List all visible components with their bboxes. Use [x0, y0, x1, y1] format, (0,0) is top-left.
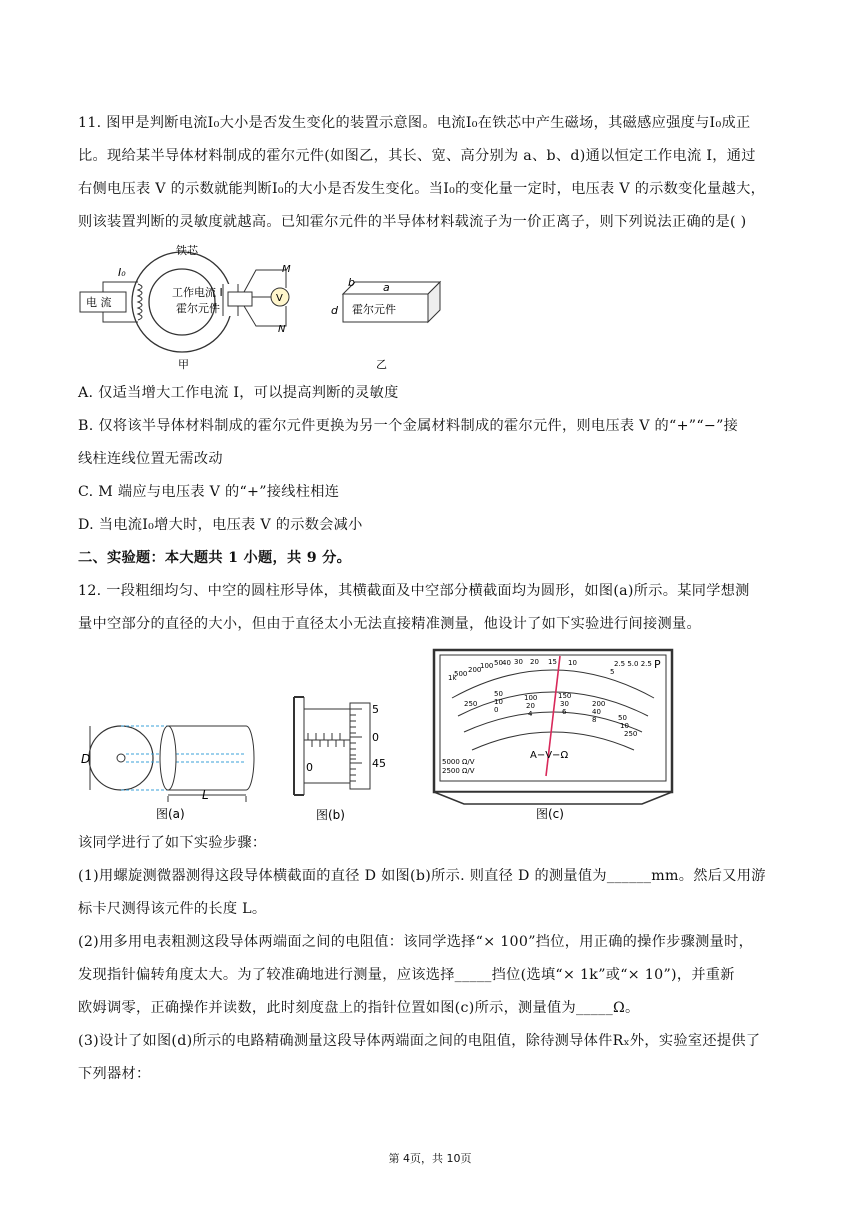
mid-tick-200: 200	[592, 700, 606, 708]
q11-line-4: 则该装置判断的灵敏度就越高。已知霍尔元件的半导体材料载流子为一价正离子，则下列说法正确的是( )	[78, 214, 747, 230]
mid-tick-250b: 250	[624, 730, 638, 738]
section-heading: 二、实验题：本大题共 1 小题，共 9 分。	[78, 550, 352, 566]
step-1-line-2: 标卡尺测得该元件的长度 L。	[78, 901, 267, 917]
ohm-tick-100: 100	[480, 662, 494, 670]
step-3-line-2: 下列器材：	[78, 1066, 151, 1082]
element-label: 霍尔元件	[176, 302, 220, 315]
steps-intro: 该同学进行了如下实验步骤：	[78, 835, 267, 851]
ohm-tick-10: 10	[568, 659, 577, 667]
d-dim-label: D	[81, 752, 91, 766]
mid-tick-10b: 10	[620, 722, 629, 730]
ohm-tick-30: 30	[514, 658, 523, 666]
avo-label: A−V−Ω	[530, 750, 569, 761]
step-3-line-1: (3)设计了如图(d)所示的电路精确测量这段导体两端面之间的电阻值，除待测导体件Rₓ外，实验室还提供了	[78, 1033, 761, 1049]
mid-tick-8: 8	[592, 716, 597, 724]
step-1-line-1: (1)用螺旋测微器测得这段导体横截面的直径 D 如图(b)所示. 则直径 D 的测量值为______mm。然后又用游	[78, 868, 766, 884]
q12-line-2: 量中空部分的直径的大小，但由于直径太小无法直接精准测量，他设计了如下实验进行间接测量。	[78, 616, 701, 632]
ohm-tick-500: 500	[454, 670, 468, 678]
caption-a: 图(a)	[156, 807, 185, 821]
mid-tick-20: 20	[526, 702, 535, 710]
caption-c: 图(c)	[536, 807, 564, 821]
page-footer: 第 4页，共 10页	[388, 1152, 472, 1165]
sensitivity-note-2: 2500 Ω/V	[442, 767, 475, 775]
option-a: A. 仅适当增大工作电流 I，可以提高判断的灵敏度	[78, 385, 399, 401]
ohm-tick-50: 50	[494, 659, 503, 667]
yi-element-label: 霍尔元件	[352, 303, 396, 316]
q12-line-1: 12. 一段粗细均匀、中空的圆柱形导体，其横截面及中空部分横截面均为圆形，如图(a)所示。某同学想测	[78, 583, 750, 599]
main-scale-zero: 0	[306, 761, 313, 774]
sensitivity-note-1: 5000 Ω/V	[442, 758, 475, 766]
ohm-tick-200: 200	[468, 666, 482, 674]
a-label: a	[383, 281, 390, 294]
i0-label: I₀	[118, 266, 126, 279]
d-label: d	[331, 304, 338, 317]
mid-tick-50: 50	[494, 690, 503, 698]
option-c: C. M 端应与电压表 V 的“+”接线柱相连	[78, 484, 340, 500]
work-current-label: 工作电流 I	[172, 286, 223, 299]
mid-tick-50b: 50	[618, 714, 627, 722]
figure-yi	[328, 272, 448, 372]
mid-tick-10: 10	[494, 698, 503, 706]
voltmeter-icon: V	[276, 293, 283, 304]
l-dim-label: L	[202, 788, 209, 802]
ohm-tick-1k: 1k	[448, 674, 457, 682]
mid-tick-4: 4	[528, 710, 533, 718]
top-right-scale: 2.5 5.0 2.5	[614, 660, 652, 668]
option-b-line-2: 线柱连线位置无需改动	[78, 451, 223, 467]
mid-tick-0: 0	[494, 706, 499, 714]
mid-tick-150: 150	[558, 692, 572, 700]
figure-a	[78, 722, 253, 822]
mid-tick-40: 40	[592, 708, 601, 716]
option-d: D. 当电流I₀增大时，电压表 V 的示数会减小	[78, 517, 363, 533]
step-2-line-2: 发现指针偏转角度太大。为了较准确地进行测量，应该选择_____挡位(选填“× 1k”或“× 10”)，并重新	[78, 967, 735, 983]
figure-b-micrometer	[290, 695, 400, 825]
mid-tick-6: 6	[562, 708, 567, 716]
step-2-line-1: (2)用多用电表粗测这段导体两端面之间的电阻值：该同学选择“× 100”挡位，用正确的操作步骤测量时，	[78, 934, 754, 950]
mid-tick-30: 30	[560, 700, 569, 708]
option-b-line-1: B. 仅将该半导体材料制成的霍尔元件更换为另一个金属材料制成的霍尔元件，则电压表 V 的“+”“−”接	[78, 418, 739, 434]
core-label: 铁芯	[176, 244, 198, 257]
ohm-tick-15: 15	[548, 658, 557, 666]
thimble-tick-0: 0	[372, 731, 379, 744]
q11-line-2: 比。现给某半导体材料制成的霍尔元件(如图乙，其长、宽、高分别为 a、b、d)通以恒定工作电流 I，通过	[78, 148, 756, 164]
b-label: b	[348, 276, 355, 289]
letter-p: P	[654, 658, 661, 671]
n-label: N	[278, 324, 286, 335]
q11-line-3: 右侧电压表 V 的示数就能判断I₀的大小是否发生变化。当I₀的变化量一定时，电压表 V 的示数变化量越大，	[78, 181, 766, 197]
ohm-tick-40: 40	[502, 659, 511, 667]
thimble-tick-45: 45	[372, 757, 386, 770]
source-label: 电 流	[86, 296, 112, 309]
ohm-tick-20: 20	[530, 658, 539, 666]
figure-c-multimeter	[428, 646, 678, 824]
caption-jia: 甲	[178, 358, 189, 371]
q11-line-1: 11. 图甲是判断电流I₀大小是否发生变化的装置示意图。电流I₀在铁芯中产生磁场，其磁感应强度与I₀成正	[78, 115, 751, 131]
ohm-tick-5: 5	[610, 668, 615, 676]
figure-jia	[78, 244, 318, 374]
thimble-tick-5: 5	[372, 703, 379, 716]
mid-tick-250a: 250	[464, 700, 478, 708]
caption-b: 图(b)	[316, 808, 345, 822]
caption-yi: 乙	[376, 358, 387, 371]
mid-tick-100: 100	[524, 694, 538, 702]
m-label: M	[282, 264, 291, 275]
step-2-line-3: 欧姆调零，正确操作并读数，此时刻度盘上的指针位置如图(c)所示，测量值为_____Ω。	[78, 1000, 640, 1016]
